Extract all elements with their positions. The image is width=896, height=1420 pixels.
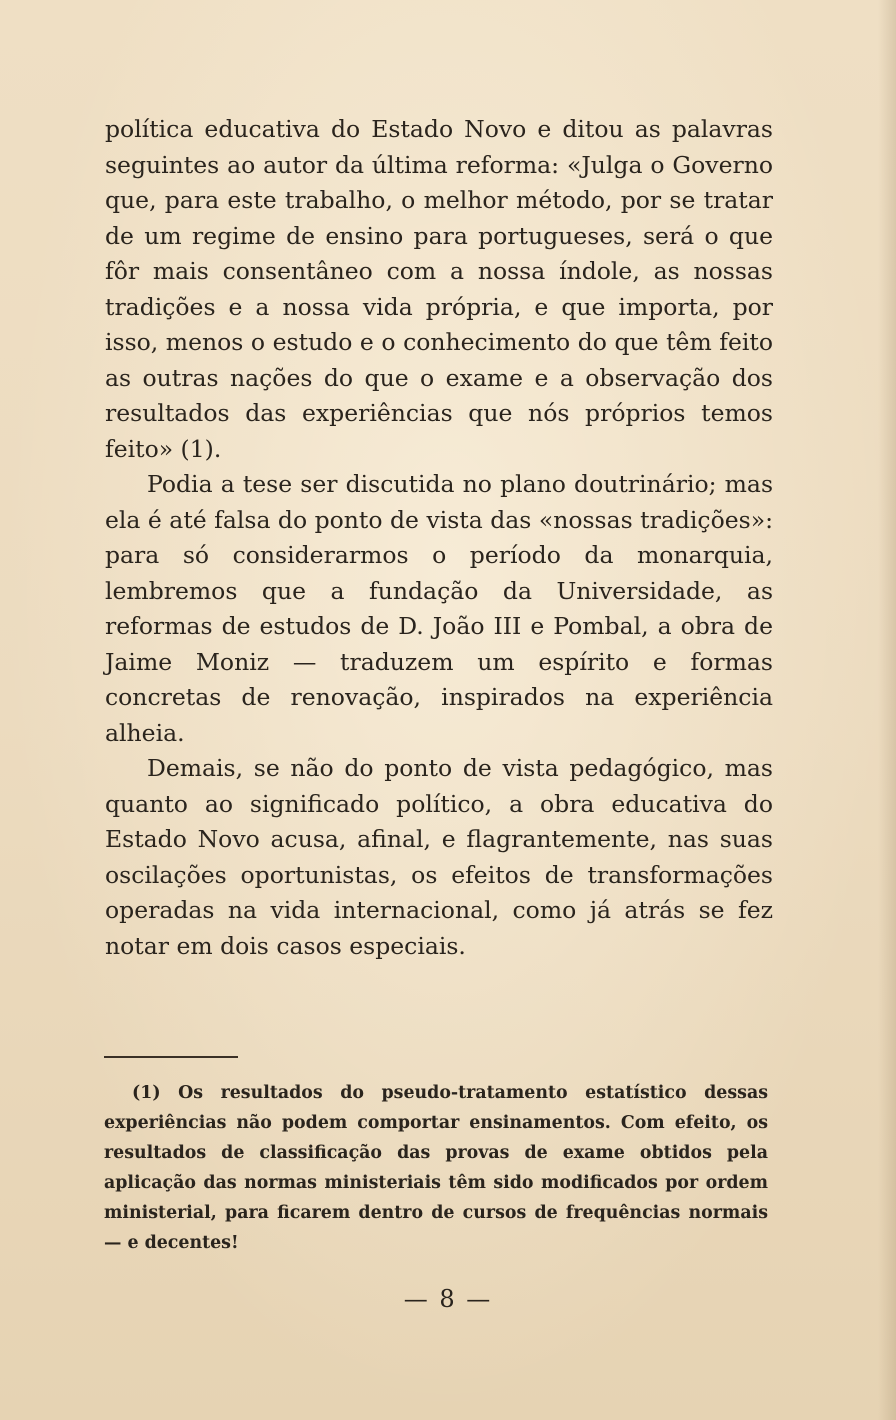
footnote-divider: [104, 1056, 238, 1058]
footnotes: [104, 1078, 768, 1258]
paragraph-thesis: Podia a tese ser discutida no plano doutrinário; mas ela é até falsa do ponto de vista das «nossas tradições»: para só considerarmos o período da monarquia, lembremos que a fundação da Universidade, as reformas de estudos de D. João III e Pombal, a obra de Jaime Moniz — traduzem um espírito e formas concretas de renovação, inspirados na experiência alheia.: [105, 470, 773, 747]
page-number: — 8 —: [403, 1285, 493, 1313]
body-text: [105, 112, 773, 964]
footnote-1: (1) Os resultados do pseudo-tratamento estatístico dessas experiências não podem comportar ensinamentos. Com efeito, os resultados de classificação das provas de exame obtidos pela aplicação das normas ministeriais têm sido modificados por ordem ministerial, para ficarem dentro de cursos de frequências normais — e decentes!: [104, 1083, 768, 1253]
paragraph-political-meaning: Demais, se não do ponto de vista pedagógico, mas quanto ao significado político, a obra educativa do Estado Novo acusa, afinal, e flagrantemente, nas suas oscilações oportunistas, os efeitos de transformações operadas na vida internacional, como já atrás se fez notar em dois casos especiais.: [105, 754, 773, 960]
page-edge-shadow: [878, 0, 896, 1420]
paragraph-continuation: política educativa do Estado Novo e ditou as palavras seguintes ao autor da última reforma: «Julga o Governo que, para este trabalho, o melhor método, por se tratar de um regime de ensino para portugueses, será o que fôr mais consentâneo com a nossa índole, as nossas tradições e a nossa vida própria, e que importa, por isso, menos o estudo e o conhecimento do que têm feito as outras nações do que o exame e a observação dos resultados das experiências que nós próprios temos feito» (1).: [105, 115, 773, 463]
